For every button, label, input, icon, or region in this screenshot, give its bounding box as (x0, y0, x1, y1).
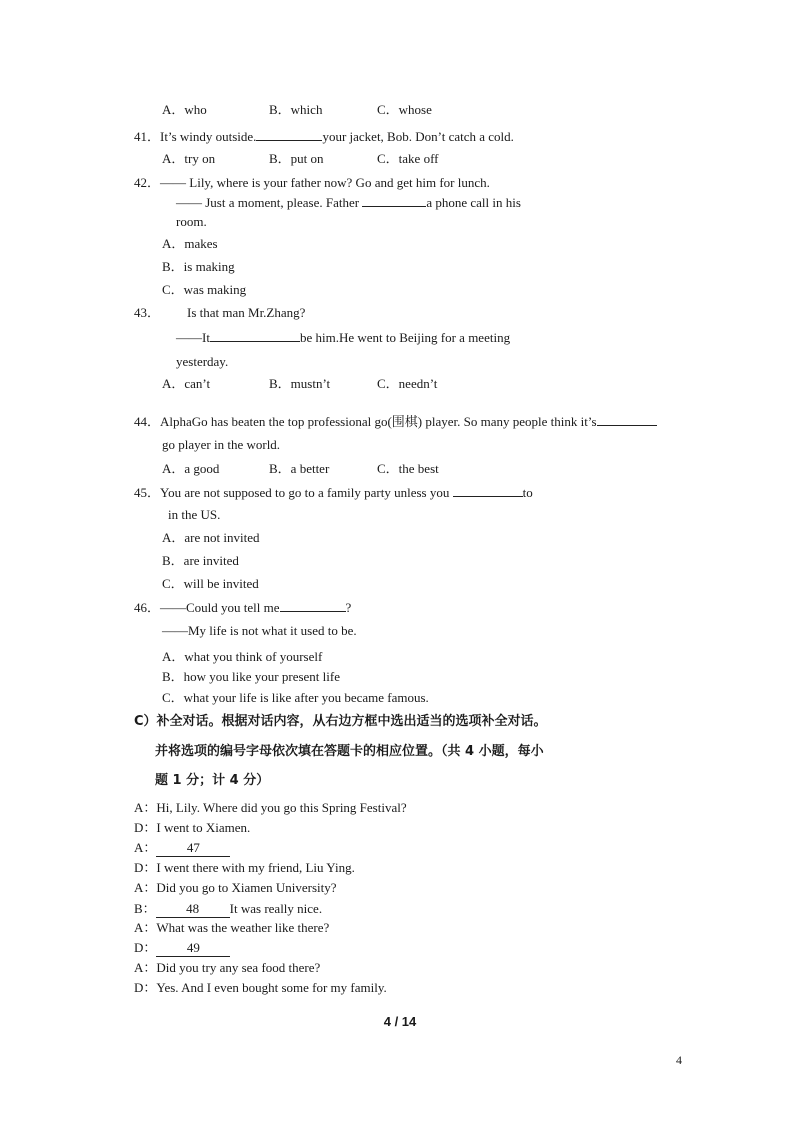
section-c-line1: C）补全对话。根据对话内容，从右边方框中选出适当的选项补全对话。 (134, 714, 547, 729)
q43-number: 43． (134, 305, 161, 320)
q41-number: 41． (134, 129, 161, 144)
q41-stem (134, 128, 514, 145)
q46-line1 (134, 599, 351, 616)
q44-line1-text: AlphaGo has beaten the top professional go(围棋) player. So many people think it’s (160, 414, 597, 429)
blank-47: 47 (156, 840, 230, 857)
dialogue-line-3-speaker: A： (134, 840, 157, 855)
q44-line2: go player in the world. (162, 437, 281, 452)
q43-line2-post: be him.He went to Beijing for a meeting (299, 330, 511, 345)
q42-option-a: A．makes (162, 236, 218, 251)
q45-option-b: B．are invited (162, 553, 239, 568)
q44-line1 (134, 413, 657, 430)
section-c-line3: 题 1 分；计 4 分） (155, 773, 270, 788)
q42-line2-post: a phone call in his (426, 195, 521, 210)
q46-line1-pre: ——Could you tell me (160, 600, 280, 615)
q44-option-a: A．a good (162, 461, 220, 476)
q43-blank (210, 329, 300, 342)
q45-blank (453, 484, 523, 497)
q46-line1-post: ? (345, 600, 352, 615)
q46-number: 46． (134, 600, 161, 615)
q46-blank (280, 599, 346, 612)
q45-option-a: A．are not invited (162, 530, 260, 545)
dialogue-line-6-text: It was really nice. (229, 901, 323, 916)
blank-48: 48 (156, 901, 230, 918)
dialogue-line-10: D：Yes. And I even bought some for my family. (134, 980, 387, 995)
q45-line1 (134, 484, 533, 501)
q45-line1-pre: You are not supposed to go to a family party unless you (160, 485, 450, 500)
q43-option-a: A．can’t (162, 376, 211, 391)
q42-option-c: C．was making (162, 282, 247, 297)
q41-text-pre: It’s windy outside. (160, 129, 257, 144)
q42-line1 (134, 175, 490, 191)
dialogue-line-1: A：Hi, Lily. Where did you go this Spring Festival? (134, 800, 407, 815)
q46-line2: ——My life is not what it used to be. (162, 623, 357, 638)
q42-line2-pre: —— Just a moment, please. Father (176, 195, 360, 210)
q41-text-post: your jacket, Bob. Don’t catch a cold. (322, 129, 514, 144)
dialogue-line-6 (134, 901, 322, 918)
page-number: 4 / 14 (383, 1014, 417, 1029)
q41-blank (256, 128, 322, 141)
q40-option-a: A．who (162, 102, 207, 117)
q42-blank (362, 194, 426, 207)
q44-option-b: B．a better (269, 461, 330, 476)
dialogue-line-2: D：I went to Xiamen. (134, 820, 251, 835)
q43-option-c: C．needn’t (377, 376, 438, 391)
q41-option-c: C．take off (377, 151, 439, 166)
q45-line2: in the US. (168, 507, 221, 522)
q42-line3: room. (176, 214, 207, 229)
q43-line1: Is that man Mr.Zhang? (187, 305, 306, 320)
section-c-line2: 并将选项的编号字母依次填在答题卡的相应位置。（共 4 小题，每小 (155, 744, 544, 759)
q43-line3: yesterday. (176, 354, 229, 369)
corner-page-number: 4 (676, 1053, 682, 1067)
dialogue-line-5: A：Did you go to Xiamen University? (134, 880, 337, 895)
q44-blank (597, 413, 657, 426)
q46-option-a: A．what you think of yourself (162, 649, 323, 664)
q41-option-b: B．put on (269, 151, 324, 166)
dialogue-line-6-speaker: B： (134, 901, 156, 916)
blank-49: 49 (156, 940, 230, 957)
q42-option-b: B．is making (162, 259, 235, 274)
dialogue-line-9: A：Did you try any sea food there? (134, 960, 321, 975)
q42-line2 (176, 194, 521, 211)
q45-option-c: C．will be invited (162, 576, 259, 591)
dialogue-line-4: D：I went there with my friend, Liu Ying. (134, 860, 355, 875)
q40-option-b: B．which (269, 102, 323, 117)
q45-line1-post: to (522, 485, 533, 500)
q44-option-c: C．the best (377, 461, 439, 476)
dialogue-line-8-speaker: D： (134, 940, 157, 955)
q43-line2-pre: ——It (176, 330, 210, 345)
q40-option-c: C．whose (377, 102, 432, 117)
q42-number: 42． (134, 175, 161, 190)
q43-option-b: B．mustn’t (269, 376, 331, 391)
dialogue-line-3 (134, 840, 230, 857)
q41-option-a: A．try on (162, 151, 216, 166)
q43-line2 (176, 329, 510, 346)
dialogue-line-8 (134, 940, 230, 957)
q46-option-c: C．what your life is like after you became famous. (162, 690, 429, 705)
q45-number: 45． (134, 485, 161, 500)
dialogue-line-7: A：What was the weather like there? (134, 920, 330, 935)
q42-line1-text: —— Lily, where is your father now? Go and get him for lunch. (160, 175, 490, 190)
q46-option-b: B．how you like your present life (162, 669, 340, 684)
q44-number: 44． (134, 414, 161, 429)
